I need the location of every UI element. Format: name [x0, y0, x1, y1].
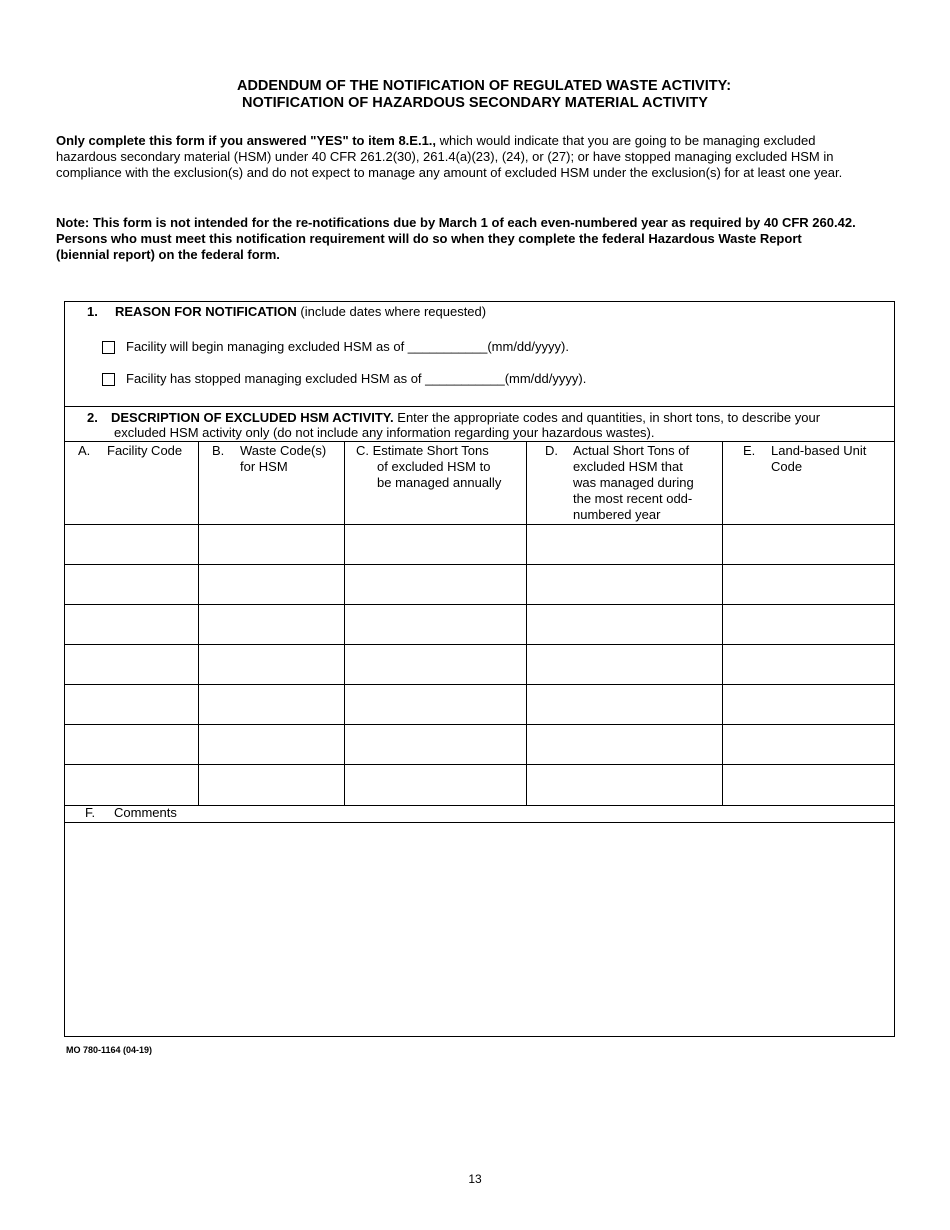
- col-d-line1: Actual Short Tons of: [573, 443, 690, 458]
- land-unit-code-cell[interactable]: [723, 605, 892, 643]
- waste-code-cell[interactable]: [199, 605, 343, 643]
- col-b-line2: for HSM: [240, 459, 288, 474]
- intro-text: which would indicate that you are going to be managing excluded hazardous secondary material (HSM) under 40 CFR 261.2(30), 261.4(a)(23), (24), or (27); or have stopped managing excluded HSM in compliance with the exclusion(s) and do not expect to manage any amount of excluded HSM under the exclusion(s) for at least one year.: [56, 133, 843, 180]
- title-line-2: NOTIFICATION OF HAZARDOUS SECONDARY MATERIAL ACTIVITY: [242, 95, 708, 111]
- actual-tons-cell[interactable]: [527, 765, 721, 803]
- section1-number: 1.: [87, 304, 98, 319]
- form-number: MO 780-1164 (04-19): [66, 1045, 153, 1055]
- land-unit-code-cell[interactable]: [723, 765, 892, 803]
- col-d-line3: was managed during: [573, 475, 694, 490]
- land-unit-code-cell[interactable]: [723, 565, 892, 603]
- facility-code-cell[interactable]: [66, 605, 197, 643]
- facility-code-cell[interactable]: [66, 725, 197, 763]
- section1-heading: [87, 304, 486, 320]
- note-paragraph: Note: This form is not intended for the re-notifications due by March 1 of each even-numbered year as required by 40 CFR 260.42. Persons who must meet this notification requirement will do so when they complete the federal Hazardous Waste Report (biennial report) on the federal form.: [56, 215, 856, 262]
- col-header-waste-codes: [212, 443, 326, 475]
- actual-tons-cell[interactable]: [527, 725, 721, 763]
- col-header-actual-tons: [545, 443, 715, 523]
- col-a-letter: A.: [78, 443, 91, 458]
- col-e-line2: Code: [771, 459, 803, 474]
- col-b-line1: Waste Code(s): [240, 443, 327, 458]
- comments-label: Comments: [114, 805, 177, 820]
- col-c-line2: of excluded HSM to: [377, 459, 491, 474]
- page-number: 13: [468, 1172, 482, 1186]
- facility-code-cell[interactable]: [66, 525, 197, 563]
- col-d-line5: numbered year: [573, 507, 661, 522]
- section2-text-2: excluded HSM activity only (do not include any information regarding your hazardous wastes).: [114, 425, 655, 440]
- comments-heading: [85, 805, 177, 821]
- comments-letter: F.: [85, 805, 96, 820]
- comments-textarea[interactable]: [66, 823, 893, 1035]
- estimate-tons-cell[interactable]: [345, 645, 525, 683]
- section1-subtitle: (include dates where requested): [296, 304, 487, 319]
- col-header-land-based-unit: [743, 443, 893, 475]
- option-stopped-row: [102, 371, 586, 387]
- land-unit-code-cell[interactable]: [723, 685, 892, 723]
- land-unit-code-cell[interactable]: [723, 645, 892, 683]
- option-begin-row: [102, 339, 569, 355]
- waste-code-cell[interactable]: [199, 525, 343, 563]
- col-b-letter: B.: [212, 443, 225, 458]
- intro-paragraph: [56, 133, 856, 181]
- hsm-form: [64, 301, 895, 1037]
- title-line-1: ADDENDUM OF THE NOTIFICATION OF REGULATED WASTE ACTIVITY:: [236, 78, 732, 94]
- stopped-managing-checkbox[interactable]: [102, 373, 115, 386]
- section2-heading: [87, 410, 892, 440]
- begin-managing-label: Facility will begin managing excluded HSM as of ___________(mm/dd/yyyy).: [126, 339, 569, 354]
- section-divider: [65, 406, 894, 407]
- estimate-tons-cell[interactable]: [345, 565, 525, 603]
- col-d-line2: excluded HSM that: [573, 459, 683, 474]
- form-title: [0, 78, 950, 112]
- actual-tons-cell[interactable]: [527, 645, 721, 683]
- col-e-line1: Land-based Unit: [771, 443, 867, 458]
- section2-title: DESCRIPTION OF EXCLUDED HSM ACTIVITY.: [111, 410, 394, 425]
- section2-number: 2.: [87, 410, 98, 425]
- actual-tons-cell[interactable]: [527, 685, 721, 723]
- facility-code-cell[interactable]: [66, 685, 197, 723]
- section2-text-1: Enter the appropriate codes and quantities, in short tons, to describe your: [393, 410, 821, 425]
- waste-code-cell[interactable]: [199, 565, 343, 603]
- estimate-tons-cell[interactable]: [345, 525, 525, 563]
- table-bottom-border: [65, 805, 894, 806]
- facility-code-cell[interactable]: [66, 765, 197, 803]
- estimate-tons-cell[interactable]: [345, 765, 525, 803]
- actual-tons-cell[interactable]: [527, 605, 721, 643]
- estimate-tons-cell[interactable]: [345, 725, 525, 763]
- col-d-letter: D.: [545, 443, 558, 458]
- col-c-line3: be managed annually: [377, 475, 502, 490]
- col-header-facility-code: [78, 443, 182, 459]
- col-c-line1: C. Estimate Short Tons: [356, 443, 489, 458]
- section1-title: REASON FOR NOTIFICATION: [115, 304, 297, 319]
- col-d-line4: the most recent odd-: [573, 491, 693, 506]
- land-unit-code-cell[interactable]: [723, 725, 892, 763]
- estimate-tons-cell[interactable]: [345, 605, 525, 643]
- land-unit-code-cell[interactable]: [723, 525, 892, 563]
- waste-code-cell[interactable]: [199, 645, 343, 683]
- facility-code-cell[interactable]: [66, 645, 197, 683]
- col-e-letter: E.: [743, 443, 756, 458]
- stopped-managing-label: Facility has stopped managing excluded HSM as of ___________(mm/dd/yyyy).: [126, 371, 587, 386]
- waste-code-cell[interactable]: [199, 725, 343, 763]
- actual-tons-cell[interactable]: [527, 565, 721, 603]
- facility-code-cell[interactable]: [66, 565, 197, 603]
- actual-tons-cell[interactable]: [527, 525, 721, 563]
- waste-code-cell[interactable]: [199, 685, 343, 723]
- waste-code-cell[interactable]: [199, 765, 343, 803]
- col-a-label: Facility Code: [107, 443, 183, 458]
- begin-managing-checkbox[interactable]: [102, 341, 115, 354]
- table-top-border: [65, 441, 894, 442]
- col-header-estimate-tons: [356, 443, 516, 491]
- estimate-tons-cell[interactable]: [345, 685, 525, 723]
- intro-bold: Only complete this form if you answered "YES" to item 8.E.1.,: [56, 133, 437, 148]
